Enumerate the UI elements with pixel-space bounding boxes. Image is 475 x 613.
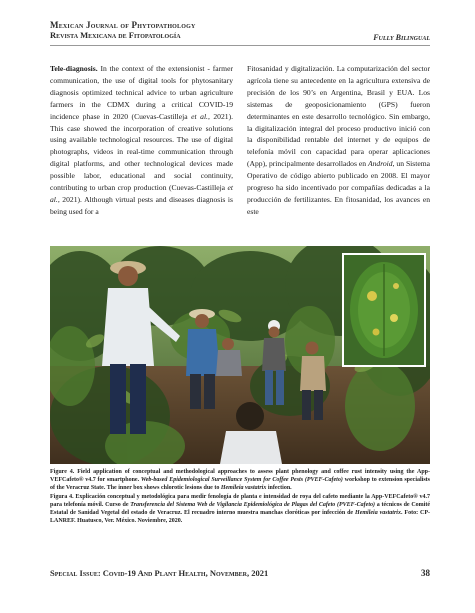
field-photograph bbox=[50, 246, 430, 464]
journal-title-es: Revista Mexicana de Fitopatología bbox=[50, 30, 181, 40]
caption-es-part-1: Explicación conceptual y metodológica para medir fenología de planta e intensidad de roya del cafeto mediante la App-VEFCafeto® v4.7 para telefonía móvil. Curso de bbox=[50, 494, 430, 508]
paragraph-en-part-3: , 2021). Although virtual pests and diseases diagnosis is being used for a bbox=[50, 194, 233, 216]
caption-en-part-3: infection. bbox=[266, 485, 292, 491]
journal-header bbox=[50, 20, 430, 40]
journal-title-en: Mexican Journal of Phytopathology bbox=[50, 20, 196, 30]
caption-es-italic-1: Transferencia del Sistema Web de Vigilancia Epidemiológica de Plagas del Cafeto (PVEF-Cafeto) bbox=[130, 502, 375, 508]
caption-es-part-2: a técnicos de Comité Estatal de Sanidad Vegetal del estado de Veracruz. El recuadro interno muestra manchas cloróticas por infección de bbox=[50, 502, 430, 516]
caption-en-part-2: workshop to extension specialists of the Veracruz State. The inner box shows chlorotic lesions due to bbox=[50, 477, 430, 491]
caption-es bbox=[50, 493, 430, 525]
caption-en-italic-1: Web-based Epidemiological Surveillance System for Coffee Pests (PVEF-Cafeto) bbox=[140, 477, 343, 483]
section-lead-en: Tele-diagnosis. bbox=[50, 64, 98, 73]
caption-es-italic-2: Hemileia vastatrix bbox=[355, 510, 401, 516]
caption-en-part-1: Field application of conceptual and methodological approaches to assess plant phenology and coffee rust intensity using the App-VEFCafeto® v4.7 for smartphone. bbox=[50, 469, 430, 483]
paragraph-es-part-2: , un Sistema Operativo de código abierto publicado en 2008. El mayor progreso ha sido incentivado por compañías dedicadas a la producción de fertilizantes. En fitosanidad, los avances en este bbox=[247, 159, 431, 216]
special-issue-label: Special Issue: Covid-19 And Plant Health, November, 2021 bbox=[50, 568, 269, 578]
figure-caption bbox=[50, 468, 430, 526]
caption-en-italic-2: Hemileia vastatrix bbox=[220, 485, 267, 491]
paragraph-en-part-2: , 2021). This case showed the incorporation of creative solutions using available technological resources. The use of digital photographs, videos in real-time communication through digital platforms, and other technological devices made possible labor, educational and social continuity, contributing to urban crop production (Cuevas-Castilleja bbox=[50, 111, 233, 193]
header-rule bbox=[50, 45, 430, 46]
left-column-text bbox=[50, 63, 233, 218]
page-number: 38 bbox=[421, 568, 430, 578]
citation-etal-2: et al. bbox=[50, 183, 233, 204]
caption-es-label: Figura 4. bbox=[50, 494, 74, 500]
photo-illustration bbox=[50, 246, 430, 464]
inset-leaf-lesions bbox=[350, 262, 418, 358]
paragraph-es-part-1: Fitosanidad y digitalización. La computarización del sector agrícola tiene su antecedente en la agricultura extensiva de precisión de los 90’s en Argentina, Brasil y EUA. Los sistemas de geoposicionamiento (GPS) fueron determinantes en este desarrollo tecnológico. Sin embargo, la digitalización integral del proceso productivo inició con la disponibilidad rentable del internet y de equipos de telefonía móvil con capacidad para operar aplicaciones (App), principalmente desarrollados en bbox=[247, 64, 430, 169]
caption-es-part-3: . Foto: CP-LANREF. Huatusco, Ver. México. Noviembre, 2020. bbox=[50, 510, 430, 524]
caption-en bbox=[50, 468, 430, 492]
right-column-text bbox=[247, 63, 430, 218]
page-footer bbox=[50, 568, 430, 578]
caption-en-label: Figure 4. bbox=[50, 469, 75, 475]
paragraph-en-part-1: In the context of the extensionist - farmer communication, the use of digital tools for phytosanitary diagnosis optimized technical advice to urban agriculture farmers in the CDMX during a critical COVID-19 incidence phase in 2020 (Cuevas-Castilleja bbox=[50, 64, 233, 121]
bilingual-badge: Fully Bilingual bbox=[373, 33, 430, 42]
citation-etal-1: et al. bbox=[191, 111, 208, 121]
android-term: Android bbox=[367, 159, 393, 169]
